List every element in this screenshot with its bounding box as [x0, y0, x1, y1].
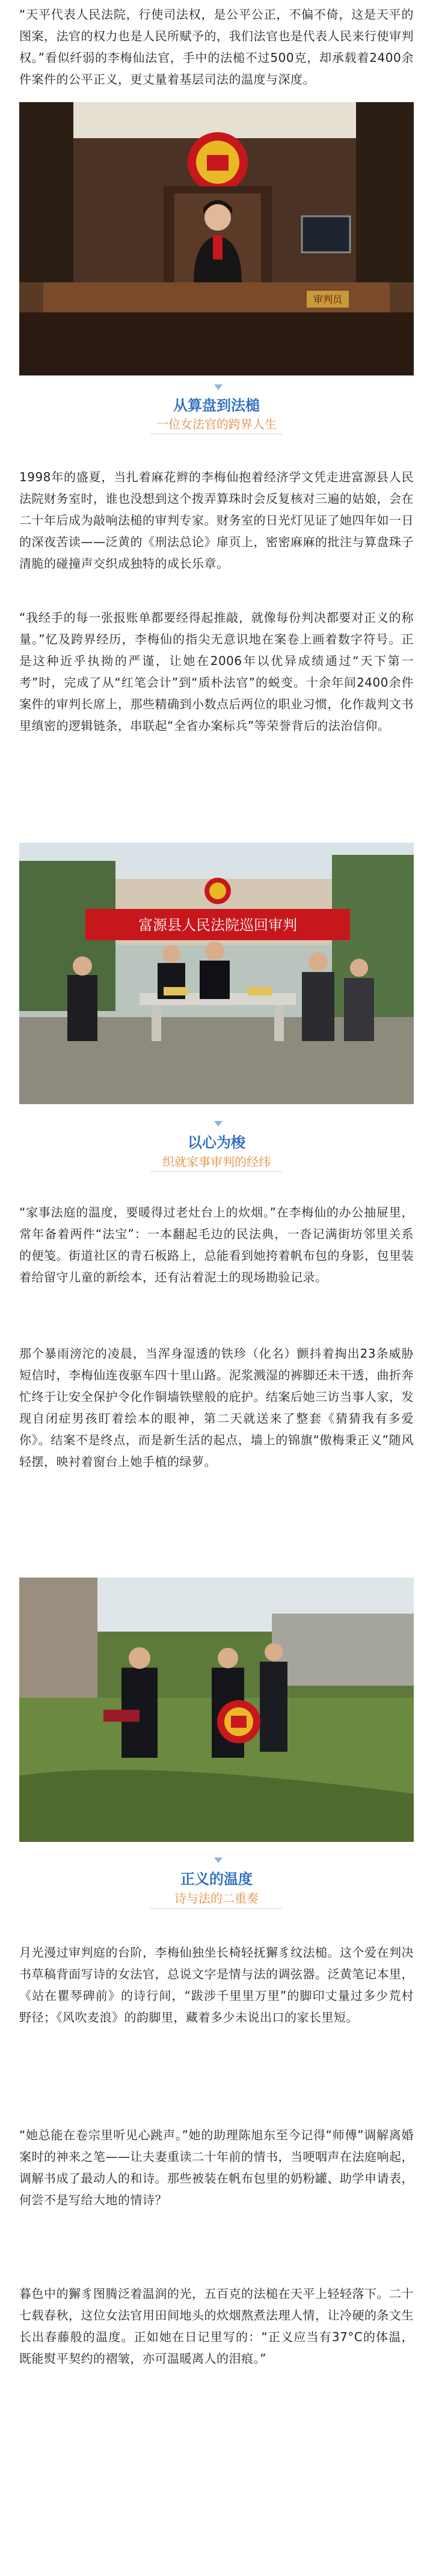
article-paragraph: “我经手的每一张报账单都要经得起推敲，就像每份判决都要对正义的称量。”忆及跨界经历，李梅仙的指尖无意识地在案卷上画着数字符号。正是这种近乎执拗的严谨，让她在2006年以优异成绩通过“天下第一考”时，完成了从“红笔会计”到“质朴法官”的蜕变。十余年间2400余件案件的审判长席上，那些精确到小数点后两位的职业习惯，化作裁判文书里缜密的逻辑链条，串联起“全省办案标兵”等荣誉背后的法治信仰。: [19, 610, 414, 733]
section-title: 正义的温度: [180, 1871, 253, 1888]
section-subtitle: 织就家事审判的经纬: [162, 1155, 271, 1169]
article-paragraph: 月光漫过审判庭的台阶，李梅仙独坐长椅轻抚獬豸纹法槌。这个爱在判决书草稿背面写诗的女法官，总说文字是情与法的调弦器。泛黄笔记本里，《站在瞿琴碑前》的诗行间，“跋涉千里里万里”的脚印丈量过多少荒村野径；《风吹麦浪》的韵脚里，藏着多少未说出口的家长里短。: [19, 1945, 414, 2025]
section-marker-icon: [214, 384, 223, 390]
section-title: 以心为梭: [188, 1134, 245, 1151]
article-paragraph: “家事法庭的温度，要暖得过老灶台上的炊烟。”在李梅仙的办公抽屉里，常年备着两件“法宝”：一本翻起毛边的民法典，一沓记满街坊邻里关系的便笺。街道社区的青石板路上，总能看到她挎着帆布包的身影，包里装着给留守儿童的新绘本，还有沾着泥土的现场勘验记录。: [19, 1205, 414, 1284]
court-emblem-icon: [204, 878, 231, 904]
section-marker-icon: [214, 1121, 223, 1126]
courtroom-judge-photo: [19, 102, 414, 375]
section-subtitle: 诗与法的二重奏: [174, 1891, 259, 1906]
article-paragraph: “她总能在卷宗里听见心跳声。”她的助理陈旭东至今记得“师傅”调解离婚案时的神来之笔——让夫妻重读二十年前的情书，当哽咽声在法庭响起，调解书成了最动人的和诗。那些被装在帆布包里的奶粉罐、助学申请表，何尝不是写给大地的情诗？: [19, 2128, 414, 2207]
section-divider: [150, 1171, 283, 1172]
court-emblem-icon: [188, 132, 248, 192]
svg-text:富源县人民法院巡回审判: 富源县人民法院巡回审判: [138, 917, 297, 934]
article-paragraph: “天平代表人民法院，行使司法权，是公平公正，不偏不倚，这是天平的图案，法官的权力也是人民所赋予的，我们法官也是代表人民来行使审判权。”看似纤弱的李梅仙法官，手中的法槌不过500克，却承载着2400余件案件的公平正义，更丈量着基层司法的温度与深度。: [19, 7, 414, 87]
article-paragraph: 那个暴雨滂沱的凌晨，当浑身湿透的铁珍（化名）颤抖着掏出23条威胁短信时，李梅仙连夜驱车四十里山路。泥浆溅湿的裤脚还未干透，曲折奔忙终于让安全保护令化作铜墙铁壁般的庇护。结案后她三访当事人家，发现自闭症男孩盯着绘本的眼神，第二天就送来了整套《猜猜我有多爱你》。结案不是终点，而是新生活的起点，墙上的锦旗“傲梅秉正义”随风轻摆，映衬着窗台上她手植的绿萝。: [19, 1346, 414, 1469]
hillside-visit-photo: [19, 1578, 414, 1842]
svg-text:审判员: 审判员: [313, 294, 343, 305]
section-title: 从算盘到法槌: [173, 397, 260, 414]
section-subtitle: 一位女法官的跨界人生: [156, 417, 277, 431]
circuit-court-photo: [19, 843, 414, 1104]
court-emblem-icon: [217, 1700, 260, 1743]
nameplate: [307, 291, 349, 308]
section-divider: [150, 1908, 283, 1909]
court-banner: [85, 909, 350, 940]
section-marker-icon: [214, 1858, 223, 1863]
article-paragraph: 1998年的盛夏，当扎着麻花辫的李梅仙抱着经济学文凭走进富源县人民法院财务室时，谁也没想到这个拨弄算珠时会反复核对三遍的姑娘，会在二十年后成为敲响法槌的审判专家。财务室的日光灯见证了她四年如一日的深夜苦读——泛黄的《刑法总论》扉页上，密密麻麻的批注与算盘珠子清脆的碰撞声交织成独特的成长乐章。: [19, 470, 414, 571]
article-paragraph: 暮色中的獬豸图腾泛着温润的光，五百克的法槌在天平上轻轻落下。二十七载春秋，这位女法官用田间地头的炊烟熬煮法理人情，让冷硬的条文生长出春藤般的温度。正如她在日记里写的：“正义应当有37°C的体温，既能熨平契约的褶皱，亦可温暖离人的泪痕。”: [19, 2286, 414, 2366]
